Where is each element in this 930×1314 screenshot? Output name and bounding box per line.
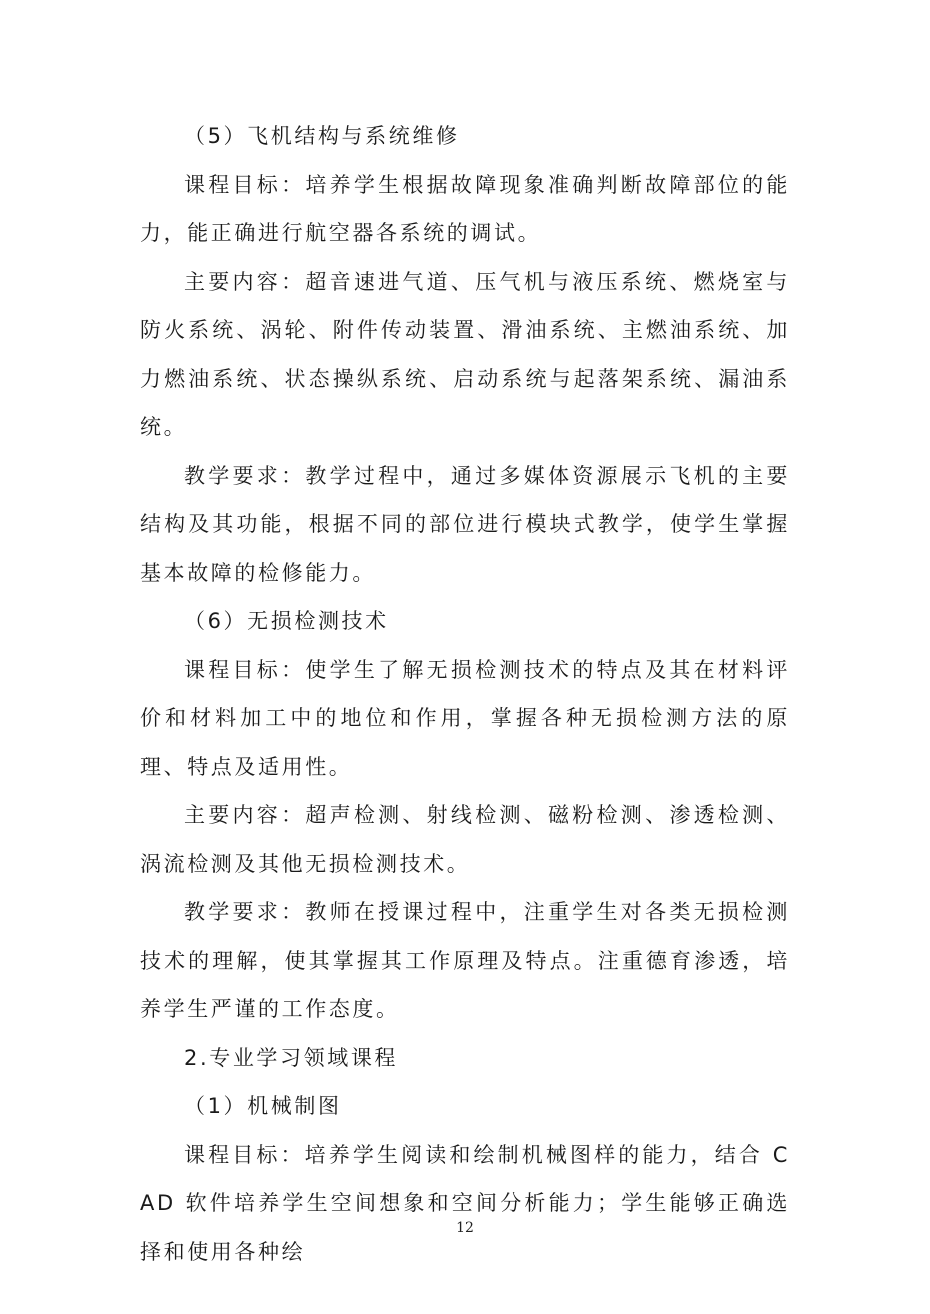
paragraph-course-objective-1: 课程目标：培养学生根据故障现象准确判断故障部位的能力，能正确进行航空器各系统的调试。 — [140, 172, 790, 245]
paragraph-course-objective-3: 课程目标：培养学生阅读和绘制机械图样的能力，结合 CAD 软件培养学生空间想象和空间分析能力；学生能够正确选择和使用各种绘 — [140, 1142, 790, 1264]
paragraph-course-objective-2: 课程目标：使学生了解无损检测技术的特点及其在材料评价和材料加工中的地位和作用，掌握各种无损检测方法的原理、特点及适用性。 — [140, 657, 790, 779]
paragraph-teaching-requirements-1: 教学要求：教学过程中，通过多媒体资源展示飞机的主要结构及其功能，根据不同的部位进行模块式教学，使学生掌握基本故障的检修能力。 — [140, 463, 790, 585]
paragraph-main-content-2: 主要内容：超声检测、射线检测、磁粉检测、渗透检测、涡流检测及其他无损检测技术。 — [140, 803, 790, 876]
section-heading-mechanical-drawing: （1）机械制图 — [184, 1094, 342, 1118]
section-heading-nondestructive-testing: （6）无损检测技术 — [184, 609, 389, 633]
page-body — [140, 112, 790, 1276]
paragraph-main-content-1: 主要内容：超音速进气道、压气机与液压系统、燃烧室与防火系统、涡轮、附件传动装置、滑油系统、主燃油系统、加力燃油系统、状态操纵系统、启动系统与起落架系统、漏油系统。 — [140, 269, 790, 439]
section-heading-professional-courses: 2.专业学习领域课程 — [184, 1045, 399, 1070]
section-heading-aircraft-structure: （5）飞机结构与系统维修 — [184, 124, 460, 148]
page-number: 12 — [456, 1220, 474, 1236]
paragraph-teaching-requirements-2: 教学要求：教师在授课过程中，注重学生对各类无损检测技术的理解，使其掌握其工作原理及特点。注重德育渗透，培养学生严谨的工作态度。 — [140, 900, 790, 1021]
